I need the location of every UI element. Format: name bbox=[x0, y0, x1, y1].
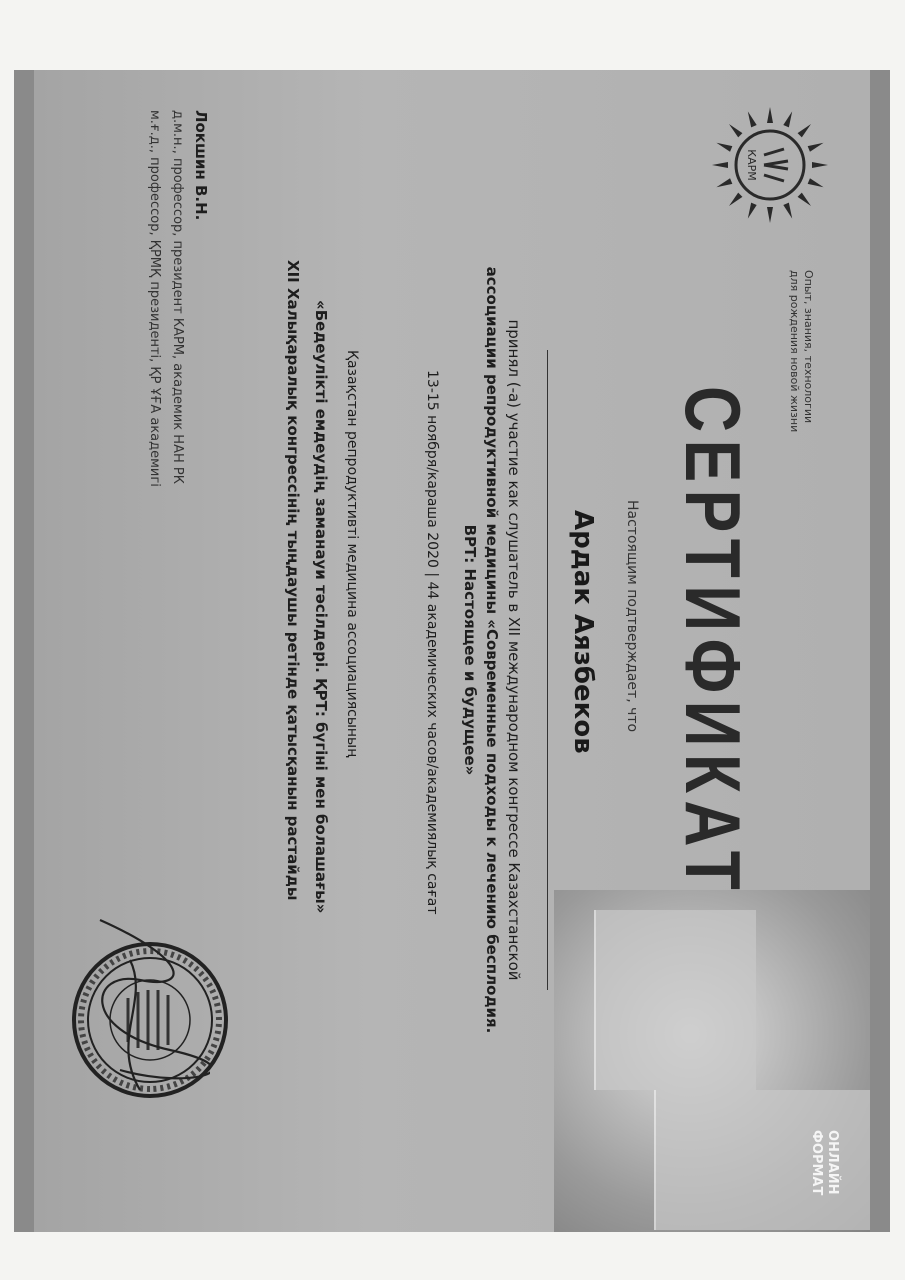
kz-line-3: XII Халықаралық конгрессінің тыңдаушы ретінде қатысқанын растайды bbox=[284, 260, 302, 901]
tagline-line-1: Опыт, знания, технологии bbox=[802, 270, 815, 424]
kz-line-2: «Бедеулікті емдеудің заманауи тәсілдері. ҚРТ: бүгіні мен болашағы» bbox=[312, 300, 330, 914]
dates-hours: 13-15 ноября/караша 2020 | 44 академических часов/академиялық сағат bbox=[424, 370, 440, 915]
logo-abbr: КАРМ bbox=[745, 149, 758, 181]
tagline bbox=[787, 270, 815, 570]
participation-line-1: принял (-а) участие как слушатель в XII международном конгрессе Казахстанской bbox=[505, 319, 523, 981]
certificate-title: СЕРТИФИКАТ bbox=[669, 386, 757, 898]
online-badge-line-1: ОНЛАЙН bbox=[825, 1130, 840, 1195]
kz-line-1: Қазақстан репродуктивті медицина ассоциациясының bbox=[344, 350, 360, 758]
participation-line-3: ВРТ: Настоящее и будущее» bbox=[461, 524, 479, 776]
recipient-name: Ардак Аязбеков bbox=[568, 510, 598, 754]
certificate-card bbox=[34, 70, 870, 1232]
signer-name: Локшин В.Н. bbox=[192, 110, 210, 221]
karm-logo-icon bbox=[710, 105, 830, 225]
participation-text bbox=[459, 180, 525, 1120]
signature-icon bbox=[70, 900, 210, 1100]
participation-line-2: ассоциации репродуктивной медицины «Современные подходы к лечению бесплодия. bbox=[483, 266, 501, 1034]
name-underline bbox=[547, 350, 548, 990]
confirms-text: Настоящим подтверждает, что bbox=[624, 500, 640, 733]
certificate-content bbox=[34, 70, 870, 1232]
signer-credentials-kz: м.ғ.д., профессор, ҚРМҚ президенті, ҚР ҰҒА академигі bbox=[147, 110, 162, 487]
tagline-line-2: для рождения новой жизни bbox=[788, 270, 801, 433]
scanned-sheet bbox=[14, 70, 890, 1232]
online-badge-line-2: ФОРМАТ bbox=[809, 1130, 824, 1196]
online-format-badge bbox=[808, 1130, 840, 1195]
signer-credentials-ru: д.м.н., профессор, президент КАРМ, академик НАН РК bbox=[170, 110, 185, 484]
